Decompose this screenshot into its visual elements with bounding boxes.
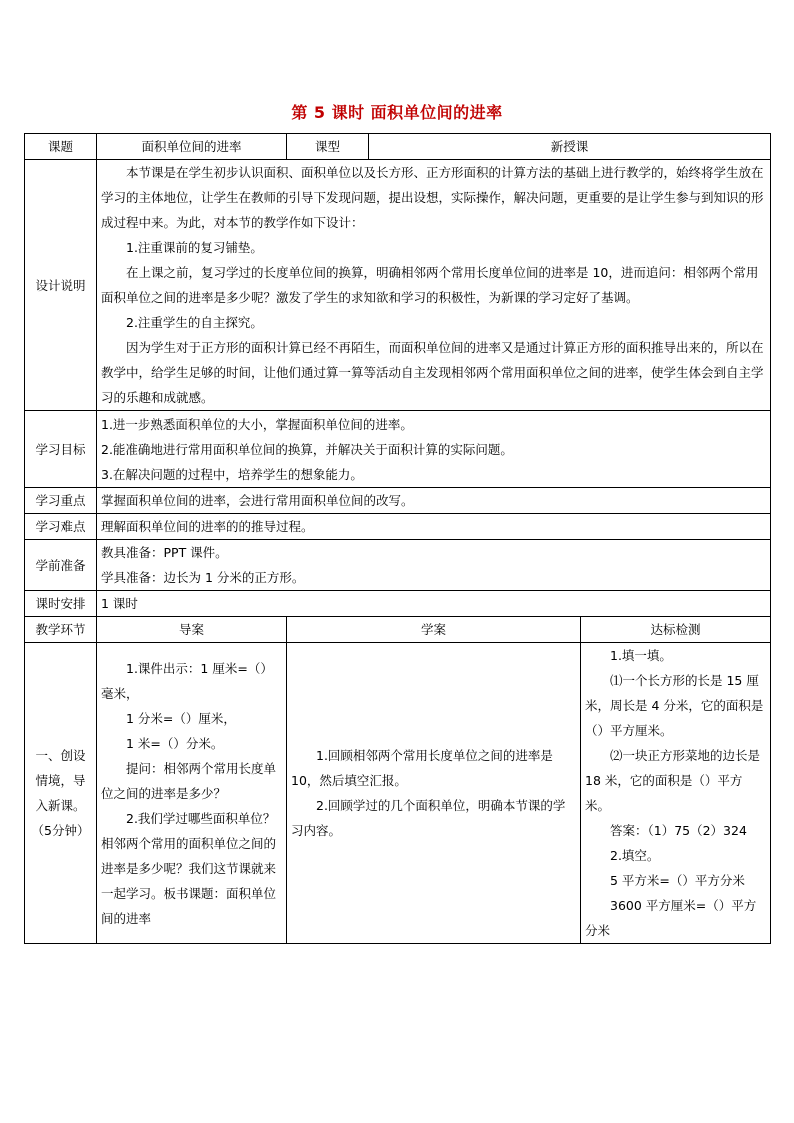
stage-label-line: 入新课。 <box>35 798 86 813</box>
preparation-label: 学前准备 <box>25 540 97 591</box>
preparation-row <box>25 540 771 591</box>
objectives-label: 学习目标 <box>25 411 97 488</box>
key-point-value: 掌握面积单位间的进率，会进行常用面积单位间的改写。 <box>97 488 771 514</box>
schedule-value: 1 课时 <box>97 591 771 617</box>
page-title: 第 5 课时 面积单位间的进率 <box>291 103 503 122</box>
guide-line: 1 米=（）分米。 <box>126 735 224 751</box>
preparation-content <box>97 540 771 591</box>
difficulty-label: 学习难点 <box>25 514 97 540</box>
study-line: 2.回顾学过的几个面积单位，明确本节课的学习内容。 <box>291 798 566 838</box>
lesson-plan-table <box>24 133 771 944</box>
design-paragraph: 本节课是在学生初步认识面积、面积单位以及长方形、正方形面积的计算方法的基础上进行教学的，始终将学生放在学习的主体地位，让学生在教师的引导下发现问题，提出设想，实际操作，解决问题，更重要的是让学生参与到知识的形成过程中来。为此，对本节的教学作如下设计： <box>101 165 764 230</box>
topic-value: 面积单位间的进率 <box>97 134 287 160</box>
stage-1-test <box>581 643 771 944</box>
objective-item: 1.进一步熟悉面积单位的大小，掌握面积单位间的进率。 <box>101 416 413 432</box>
objectives-content <box>97 411 771 488</box>
column-stage-header: 教学环节 <box>25 617 97 643</box>
stage-1-study <box>287 643 581 944</box>
topic-label: 课题 <box>25 134 97 160</box>
topic-row <box>25 134 771 160</box>
schedule-label: 课时安排 <box>25 591 97 617</box>
guide-line: 1 分米=（）厘米， <box>126 710 236 726</box>
stage-1-row <box>25 643 771 944</box>
test-line: 1.填一填。 <box>610 648 672 663</box>
stage-1-label <box>25 643 97 944</box>
preparation-item: 学具准备：边长为 1 分米的正方形。 <box>101 570 305 585</box>
objective-item: 2.能准确地进行常用面积单位间的换算，并解决关于面积计算的实际问题。 <box>101 441 513 457</box>
design-paragraph: 2.注重学生的自主探究。 <box>126 315 263 330</box>
key-point-row <box>25 488 771 514</box>
difficulty-row <box>25 514 771 540</box>
stage-label-line: 一、创设 <box>35 748 86 763</box>
difficulty-value: 理解面积单位间的进率的的推导过程。 <box>97 514 771 540</box>
design-row <box>25 160 771 411</box>
objective-item: 3.在解决问题的过程中，培养学生的想象能力。 <box>101 466 363 482</box>
key-point-label: 学习重点 <box>25 488 97 514</box>
design-content <box>97 160 771 411</box>
type-label: 课型 <box>287 134 369 160</box>
test-line: 答案：（1）75（2）324 <box>610 823 747 838</box>
guide-line: 提问：相邻两个常用长度单位之间的进率是多少？ <box>101 760 277 801</box>
design-label: 设计说明 <box>25 160 97 411</box>
stage-1-guide <box>97 643 287 944</box>
test-line: ⑴一个长方形的长是 15 厘米，周长是 4 分米，它的面积是（）平方厘米。 <box>585 673 764 738</box>
schedule-row <box>25 591 771 617</box>
design-paragraph: 1.注重课前的复习铺垫。 <box>126 240 263 255</box>
test-line: 5 平方米=（）平方分米 <box>610 873 745 888</box>
design-paragraph: 因为学生对于正方形的面积计算已经不再陌生，而面积单位间的进率又是通过计算正方形的面积推导出来的，所以在教学中，给学生足够的时间，让他们通过算一算等活动自主发现相邻两个常用面积单位之间的进率，使学生体会到自主学习的乐趣和成就感。 <box>101 340 764 405</box>
study-line: 1.回顾相邻两个常用长度单位之间的进率是 10，然后填空汇报。 <box>291 748 553 788</box>
guide-line: 1.课件出示：1 厘米=（）毫米， <box>101 660 273 701</box>
column-study-header: 学案 <box>287 617 581 643</box>
test-line: 3600 平方厘米=（）平方分米 <box>585 898 757 938</box>
guide-line: 2.我们学过哪些面积单位？相邻两个常用的面积单位之间的进率是多少呢？我们这节课就来一起学习。板书课题：面积单位间的进率 <box>101 810 277 926</box>
column-test-header: 达标检测 <box>581 617 771 643</box>
test-line: ⑵一块正方形菜地的边长是 18 米，它的面积是（）平方米。 <box>585 748 761 813</box>
stage-label-line: 情境，导 <box>35 773 86 788</box>
objectives-row <box>25 411 771 488</box>
columns-header-row <box>25 617 771 643</box>
column-guide-header: 导案 <box>97 617 287 643</box>
stage-label-line: （5分钟） <box>31 823 90 838</box>
test-line: 2.填空。 <box>610 848 660 863</box>
preparation-item: 教具准备：PPT 课件。 <box>101 545 228 560</box>
type-value: 新授课 <box>369 134 771 160</box>
design-paragraph: 在上课之前，复习学过的长度单位间的换算，明确相邻两个常用长度单位间的进率是 10，进而追问：相邻两个常用面积单位之间的进率是多少呢？激发了学生的求知欲和学习的积极性，为新课的学习定好了基调。 <box>101 265 759 305</box>
